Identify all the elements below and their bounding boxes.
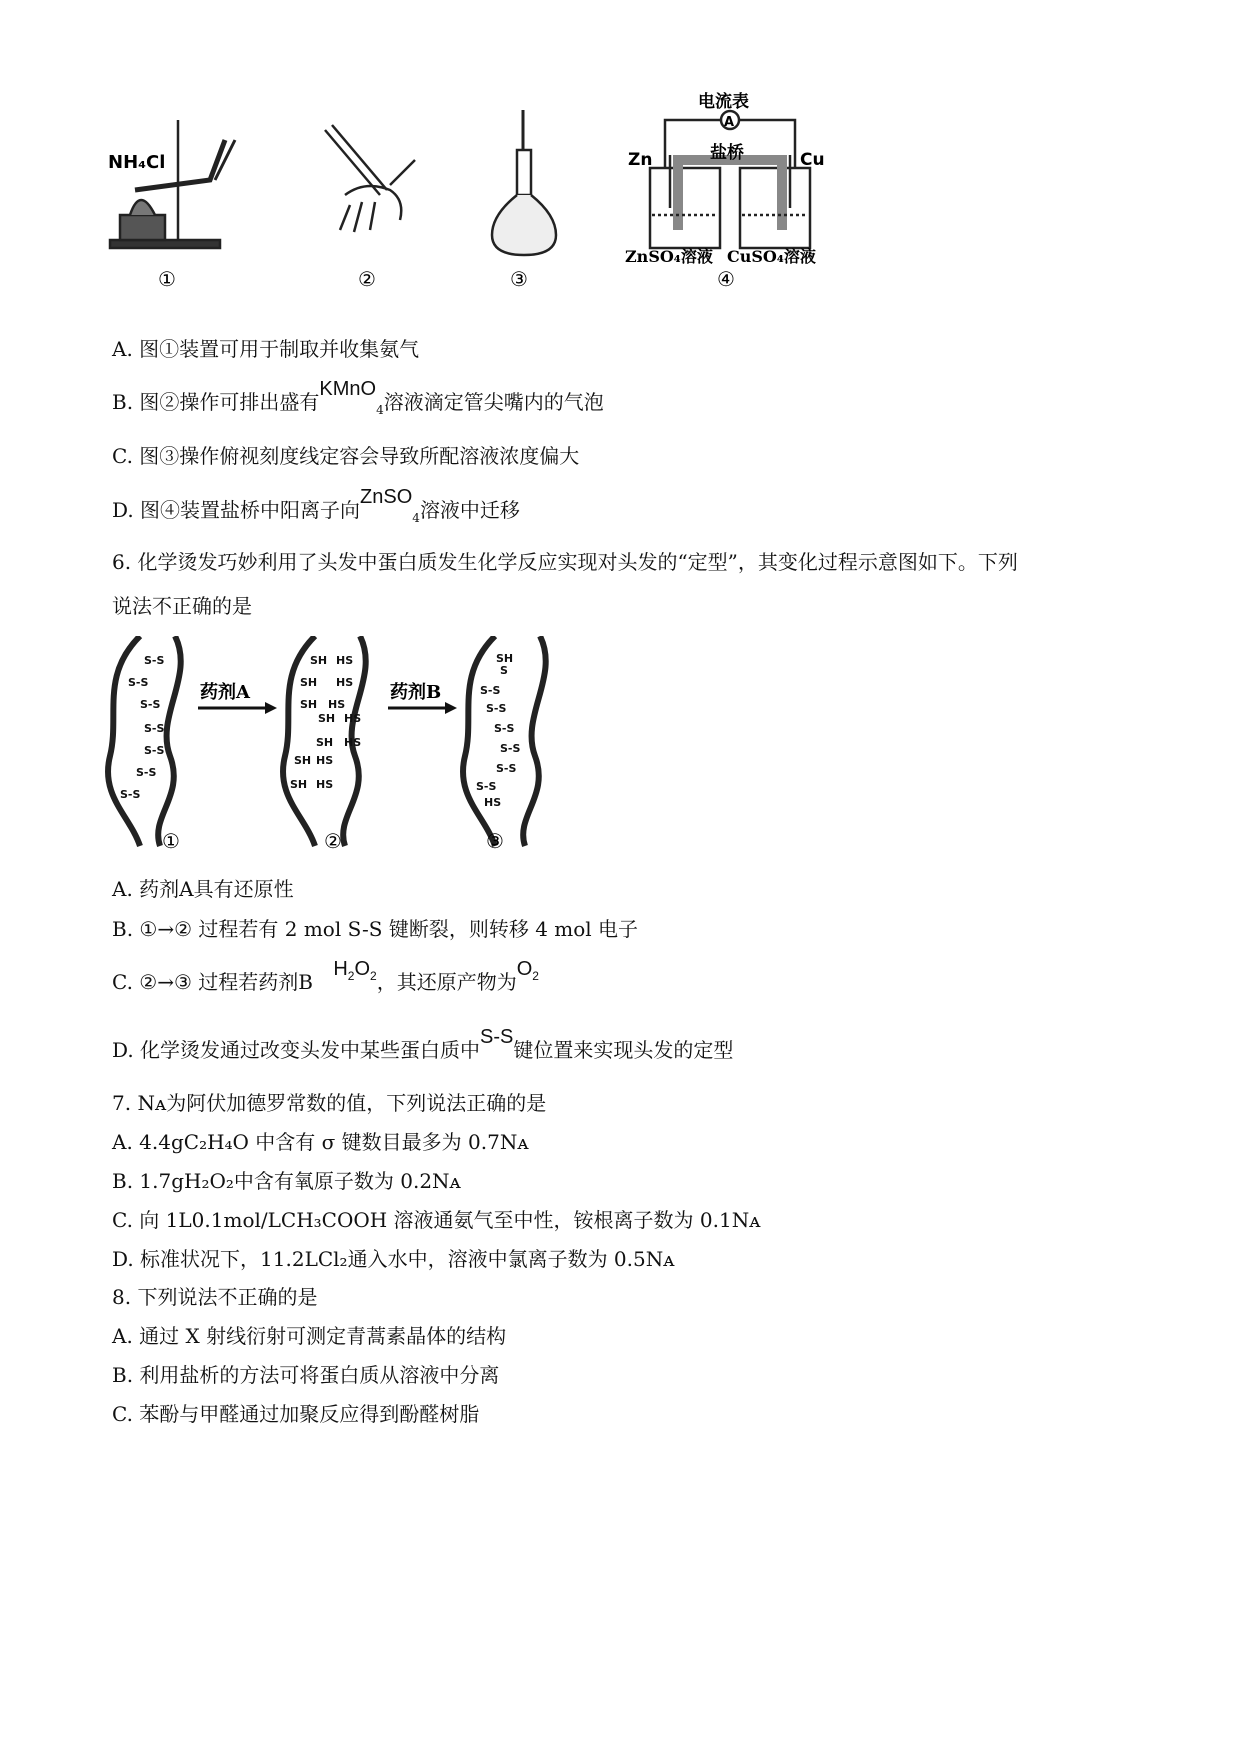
q6-option-c [112,958,539,996]
stage-marker-2: ② [324,829,342,853]
sh-group: SH [290,778,308,791]
q8-stem: 8. 下列说法不正确的是 [112,1285,318,1309]
ss-bond: S-S [494,722,515,735]
marker-2: ② [358,267,376,291]
q8-option-b: B. 利用盐析的方法可将蛋白质从溶液中分离 [112,1363,500,1387]
sh-group: SH [294,754,312,767]
hs-group: HS [484,796,502,809]
hs-group: HS [316,754,334,767]
q6-option-d-pre: D. 化学烫发通过改变头发中某些蛋白质中 [112,1038,481,1062]
q6-stem-line2: 说法不正确的是 [112,594,252,618]
znso4-formula: ZnSO [360,486,413,508]
helix-1 [108,636,181,846]
ss-bond: S-S [500,742,521,755]
sh-group: SH [496,652,514,665]
q7-option-a: A. 4.4gC₂H₄O 中含有 σ 键数目最多为 0.7Nᴀ [112,1130,529,1154]
reagent-b-label: 药剂B [390,682,442,703]
q7-option-d: D. 标准状况下，11.2LCl₂通入水中，溶液中氯离子数为 0.5Nᴀ [112,1247,675,1271]
hs-group: HS [336,676,354,689]
hs-group: HS [328,698,346,711]
cuso4-label: CuSO₄溶液 [727,247,816,266]
q5-option-b [112,378,604,417]
q5-option-d [112,486,520,525]
q6-option-d [112,1026,734,1062]
q6-option-c-pre: C. ②→③ 过程若药剂B [112,970,313,994]
znso4-subscript: 4 [412,511,420,525]
q6-stem-line1: 6. 化学烫发巧妙利用了头发中蛋白质发生化学反应实现对头发的“定型”，其变化过程示意图如下。下列 [112,550,1018,574]
q5-option-b-pre: B. 图②操作可排出盛有 [112,390,320,414]
q5-option-d-post: 溶液中迁移 [419,498,520,522]
kmno4-subscript: 4 [376,403,384,417]
cu-label: Cu [800,150,825,170]
ss-bond: S-S [144,744,165,757]
sh-group: SH [300,676,318,689]
q6-option-d-post: 键位置来实现头发的定型 [513,1038,734,1062]
volumetric-flask [492,110,556,255]
marker-1: ① [158,267,176,291]
h2o2-formula: $H_2O_2$ [333,958,377,983]
hs-group: HS [344,736,362,749]
ss-bond: S-S [480,684,501,697]
zn-label: Zn [628,150,653,170]
hs-group: HS [344,712,362,725]
salt-bridge-label: 盐桥 [710,143,744,163]
stage-marker-1: ① [162,829,180,853]
sh-group: SH [300,698,318,711]
znso4-label: ZnSO₄溶液 [625,247,713,266]
ammeter-label: 电流表 [698,92,749,112]
s-atom: S [500,664,508,677]
ss-bond: S-S [136,766,157,779]
marker-3: ③ [510,267,528,291]
ss-bond: S-S [144,722,165,735]
ammonia-apparatus [110,120,235,248]
ss-bond: S-S [140,698,161,711]
ss-bond-text: S-S [480,1026,514,1048]
q5-option-b-post: 溶液滴定管尖嘴内的气泡 [383,390,604,414]
nh4cl-label: NH₄Cl [108,152,166,173]
sh-group: SH [316,736,334,749]
hs-group: HS [336,654,354,667]
burette-hand-drawing [325,125,415,232]
stage-marker-3: ③ [486,829,504,853]
ss-bond: S-S [120,788,141,801]
ammeter-symbol: A [724,115,735,130]
apparatus-figure [100,90,860,300]
o2-formula: $O_2$ [516,958,539,983]
q5-option-a: A. 图①装置可用于制取并收集氨气 [112,337,420,361]
galvanic-cell [650,111,810,248]
ss-bond: S-S [144,654,165,667]
q5-option-d-pre: D. 图④装置盐桥中阳离子向 [112,498,361,522]
ss-bond: S-S [486,702,507,715]
hs-group: HS [316,778,334,791]
q7-option-b: B. 1.7gH₂O₂中含有氧原子数为 0.2Nᴀ [112,1169,461,1193]
q6-option-c-mid: ，其还原产物为 [376,970,517,994]
kmno4-formula: KMnO [319,378,377,400]
sh-group: SH [310,654,328,667]
reagent-a-label: 药剂A [200,682,250,703]
q8-option-c: C. 苯酚与甲醛通过加聚反应得到酚醛树脂 [112,1402,480,1426]
q5-option-c: C. 图③操作俯视刻度线定容会导致所配溶液浓度偏大 [112,444,580,468]
ss-bond: S-S [496,762,517,775]
hair-protein-figure [100,636,580,854]
ss-bond: S-S [128,676,149,689]
ss-bond: S-S [476,780,497,793]
q7-stem: 7. Nᴀ为阿伏加德罗常数的值，下列说法正确的是 [112,1091,547,1115]
q6-option-b: B. ①→② 过程若有 2 mol S-S 键断裂，则转移 4 mol 电子 [112,917,639,941]
marker-4: ④ [717,267,735,291]
q7-option-c: C. 向 1L0.1mol/LCH₃COOH 溶液通氨气至中性，铵根离子数为 0.1Nᴀ [112,1208,761,1232]
q8-option-a: A. 通过 X 射线衍射可测定青蒿素晶体的结构 [112,1324,507,1348]
q6-option-a: A. 药剂A具有还原性 [112,877,294,901]
sh-group: SH [318,712,336,725]
